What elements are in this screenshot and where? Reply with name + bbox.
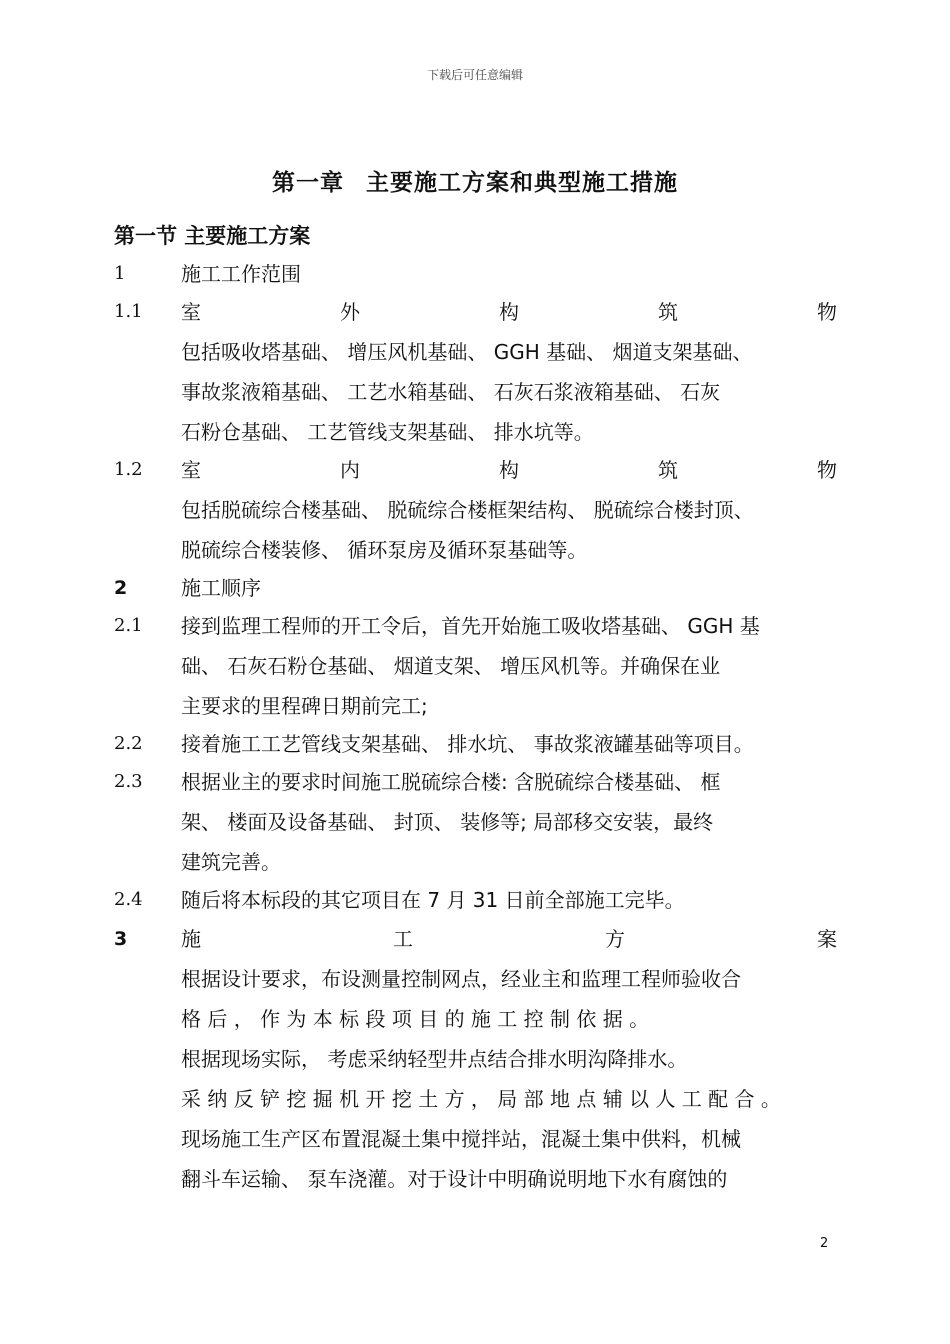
item-number: 1 (114, 263, 126, 284)
chapter-number: 第一章 (272, 170, 344, 196)
item-text: 根据设计要求，布设测量控制网点，经业主和监理工程师验收合 (181, 967, 741, 991)
spread-char: 构 (499, 300, 519, 324)
spread-char: 内 (340, 458, 360, 482)
item-text: 接到监理工程师的开工令后，首先开始施工吸收塔基础、 GGH 基 (181, 614, 760, 638)
item-text: 石粉仓基础、 工艺管线支架基础、 排水坑等。 (181, 420, 594, 444)
list-item (0, 882, 950, 918)
spread-char: 物 (817, 300, 837, 324)
list-item (0, 726, 950, 762)
list-item (0, 414, 950, 450)
list-item (0, 1001, 950, 1037)
item-text: 根据现场实际， 考虑采纳轻型井点结合排水明沟降排水。 (181, 1047, 688, 1071)
item-spread-text (181, 452, 837, 488)
list-item (0, 334, 950, 370)
spread-char: 外 (340, 300, 360, 324)
chapter-name: 主要施工方案和典型施工措施 (366, 170, 678, 196)
list-item (0, 1081, 950, 1117)
list-item (0, 492, 950, 528)
list-item (0, 374, 950, 410)
list-item (0, 1041, 950, 1077)
item-text: 翻斗车运输、 泵车浇灌。对于设计中明确说明地下水有腐蚀的 (181, 1167, 728, 1191)
list-item (0, 648, 950, 684)
list-item (0, 764, 950, 800)
list-item (0, 1121, 950, 1157)
item-text: 现场施工生产区布置混凝土集中搅拌站，混凝土集中供料，机械 (181, 1127, 741, 1151)
item-text: 包括吸收塔基础、 增压风机基础、 GGH 基础、 烟道支架基础、 (181, 340, 753, 364)
item-number: 3 (114, 928, 128, 950)
list-item (0, 1161, 950, 1197)
page-number: 2 (820, 1236, 829, 1251)
item-number: 1.1 (114, 301, 143, 322)
list-item (0, 608, 950, 644)
item-text: 主要求的里程碑日期前完工; (181, 694, 428, 718)
item-text: 采 纳 反 铲 挖 掘 机 开 挖 土 方 ， 局 部 地 点 辅 以 人 工 配 合 。 (181, 1087, 781, 1111)
section-heading-line (0, 218, 950, 254)
spread-char: 方 (605, 927, 625, 951)
spread-char: 筑 (658, 300, 678, 324)
page-header: 下载后可任意编辑 (426, 68, 523, 82)
item-number: 1.2 (114, 459, 143, 480)
list-item (0, 844, 950, 880)
list-item (0, 256, 950, 292)
item-number: 2 (114, 577, 128, 599)
item-number: 2.2 (114, 733, 143, 754)
spread-char: 室 (181, 300, 201, 324)
item-text: 随后将本标段的其它项目在 7 月 31 日前全部施工完毕。 (181, 888, 685, 912)
item-text: 包括脱硫综合楼基础、 脱硫综合楼框架结构、 脱硫综合楼封顶、 (181, 498, 754, 522)
list-item (0, 688, 950, 724)
list-item (0, 921, 950, 957)
list-item (0, 804, 950, 840)
item-text: 接着施工工艺管线支架基础、 排水坑、 事故浆液罐基础等项目。 (181, 732, 754, 756)
item-text: 架、 楼面及设备基础、 封顶、 装修等; 局部移交安装，最终 (181, 810, 714, 834)
spread-char: 筑 (658, 458, 678, 482)
item-number: 2.3 (114, 771, 143, 792)
section-heading: 第一节 主要施工方案 (114, 224, 311, 248)
spread-char: 物 (817, 458, 837, 482)
item-spread-text (181, 294, 837, 330)
spread-char: 案 (817, 927, 837, 951)
list-item (0, 294, 950, 330)
list-item (0, 961, 950, 997)
spread-char: 室 (181, 458, 201, 482)
list-item (0, 570, 950, 606)
item-text: 建筑完善。 (181, 850, 281, 874)
spread-char: 构 (499, 458, 519, 482)
item-text: 脱硫综合楼装修、 循环泵房及循环泵基础等。 (181, 538, 588, 562)
spread-char: 施 (181, 927, 201, 951)
item-text: 格 后 ， 作 为 本 标 段 项 目 的 施 工 控 制 依 据 。 (181, 1007, 650, 1031)
item-text: 根据业主的要求时间施工脱硫综合楼: 含脱硫综合楼基础、 框 (181, 770, 721, 794)
item-text: 施工工作范围 (181, 262, 301, 286)
item-number: 2.1 (114, 615, 143, 636)
item-text: 事故浆液箱基础、 工艺水箱基础、 石灰石浆液箱基础、 石灰 (181, 380, 721, 404)
item-text: 础、 石灰石粉仓基础、 烟道支架、 增压风机等。并确保在业 (181, 654, 721, 678)
item-spread-text (181, 921, 837, 957)
spread-char: 工 (393, 927, 413, 951)
item-number: 2.4 (114, 889, 143, 910)
list-item (0, 532, 950, 568)
list-item (0, 452, 950, 488)
item-text: 施工顺序 (181, 576, 261, 600)
chapter-title (0, 164, 950, 197)
